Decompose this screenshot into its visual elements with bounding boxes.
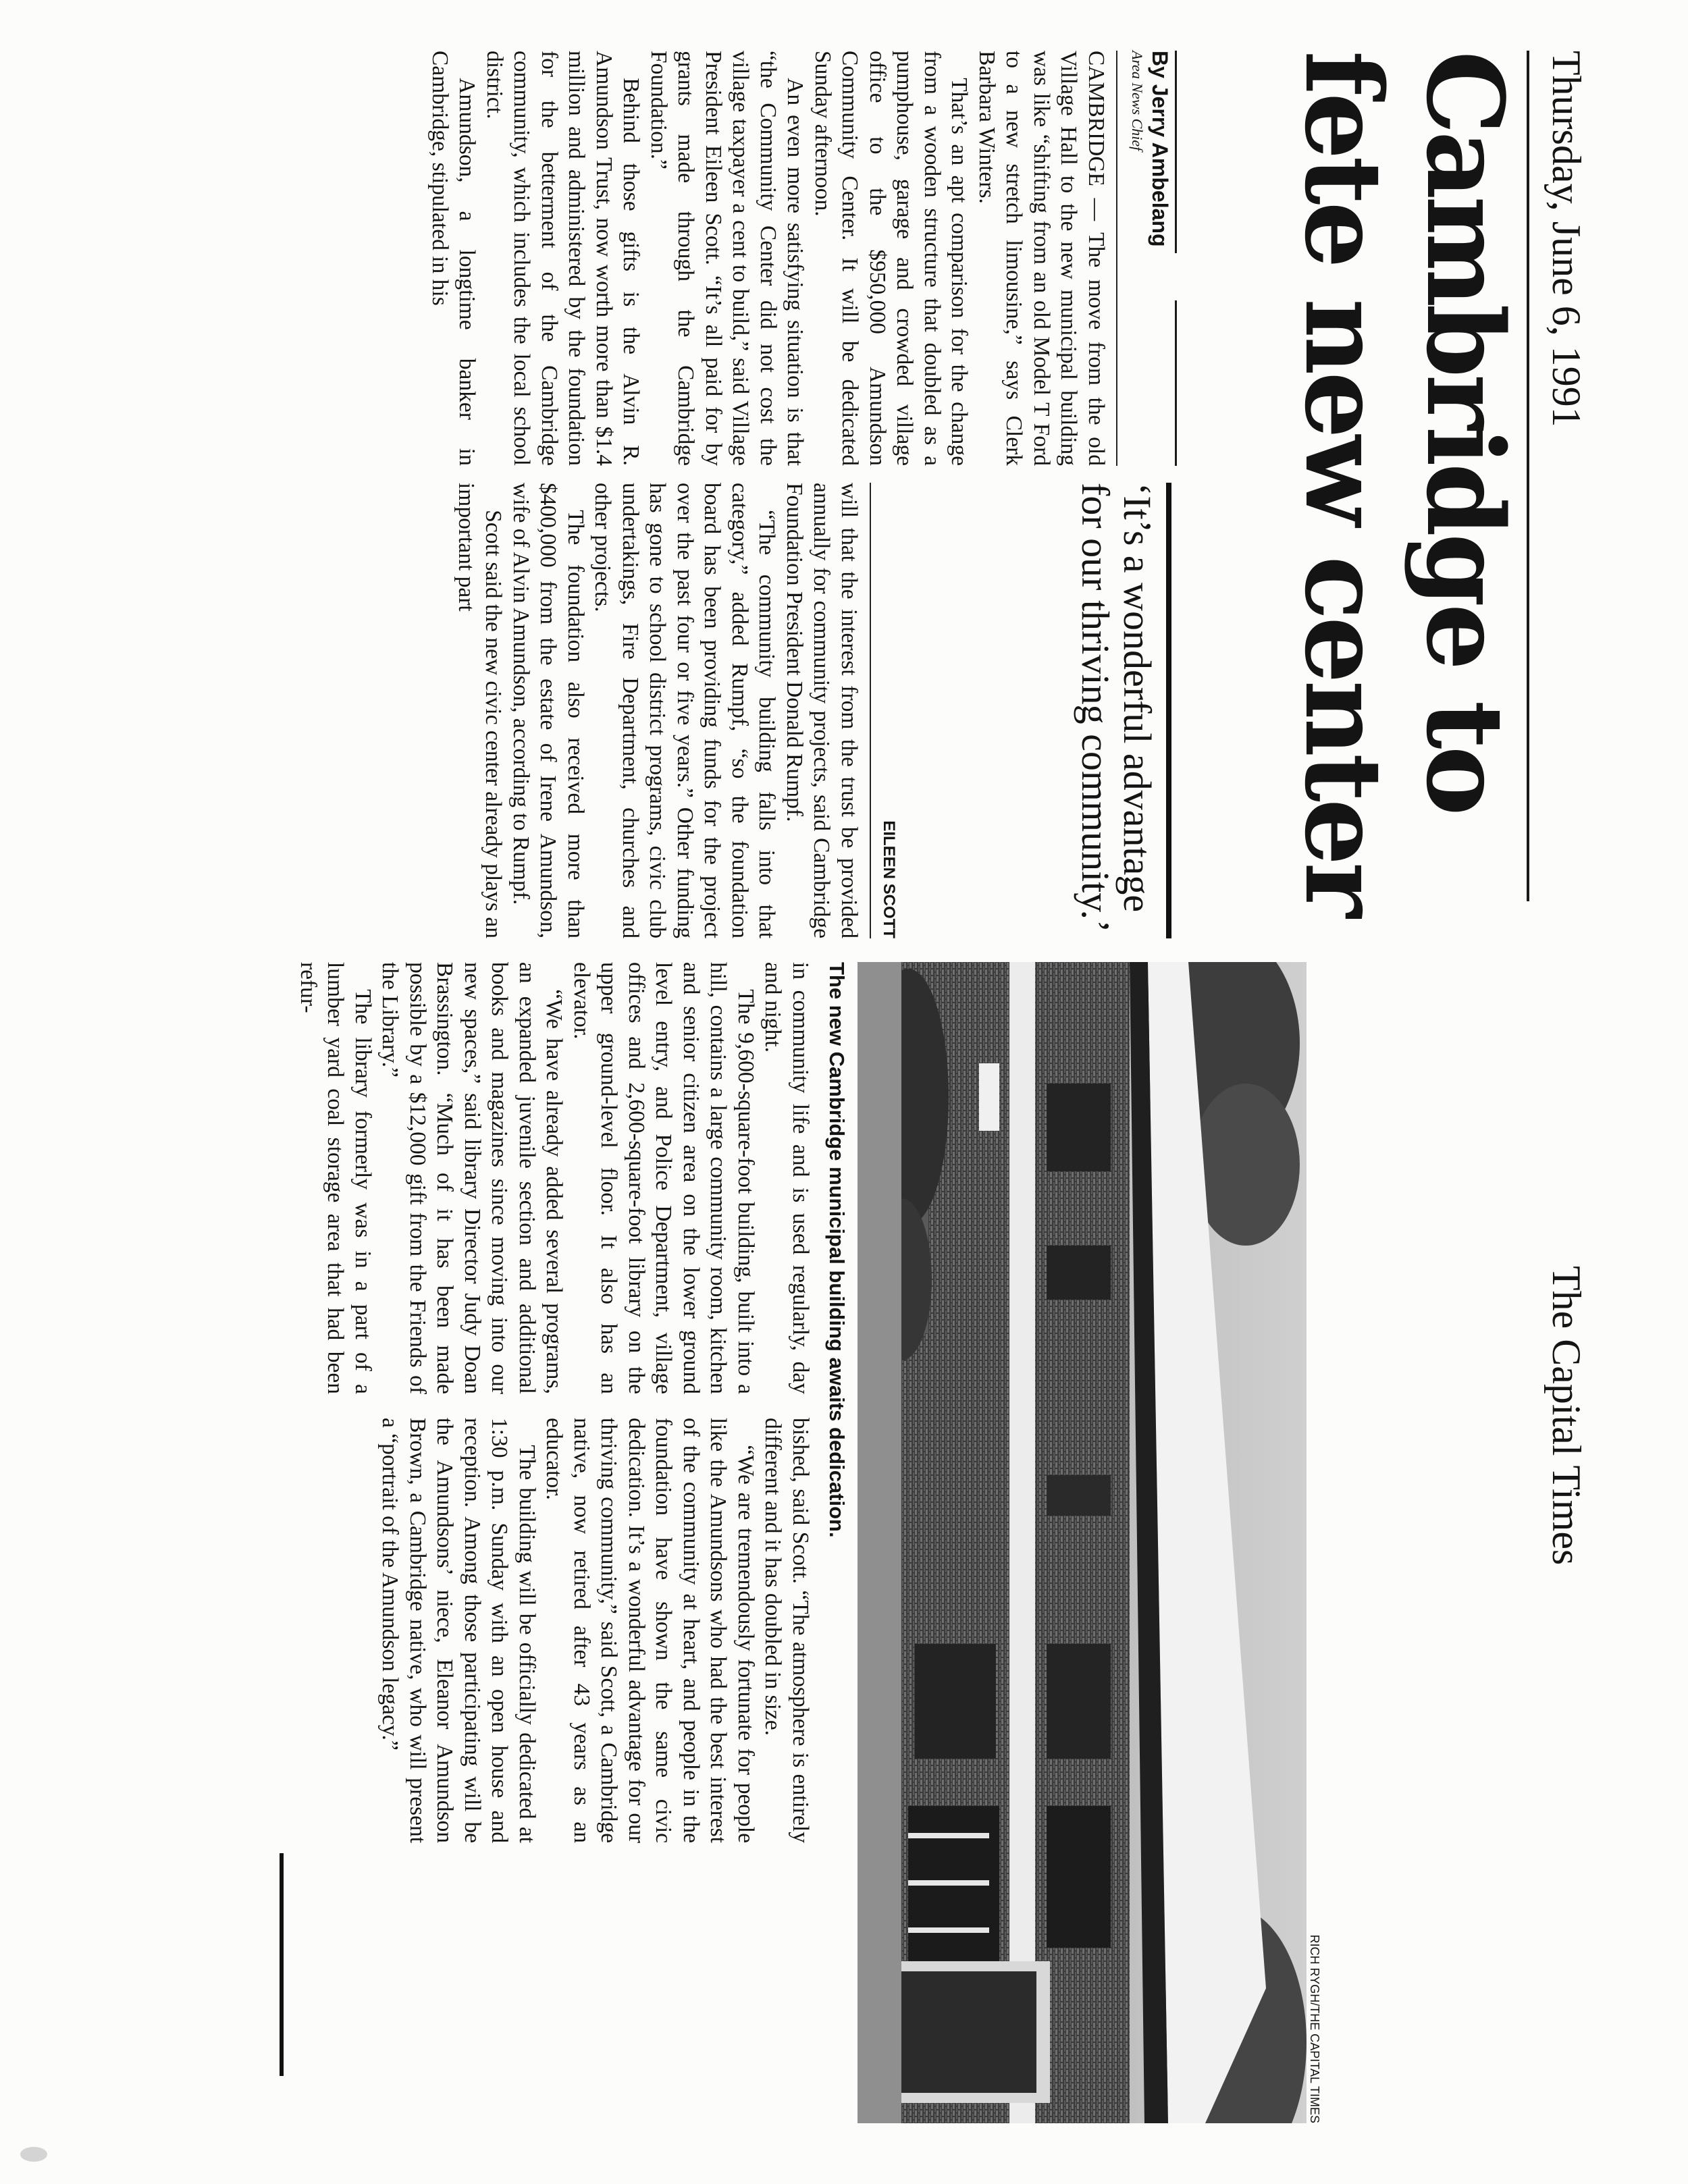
paragraph: bished, said Scott. “The atmosphere is entirely different and it has doubled in size.: [760, 1418, 813, 1843]
headline-line-1: Cambridge to: [1403, 51, 1527, 813]
article-column-2: [452, 483, 863, 938]
pull-quote: ‘It’s a wonderful advantage for our thriving community.’: [1074, 483, 1159, 933]
column-rule: [1116, 51, 1117, 466]
byline-rule: [1175, 51, 1177, 253]
paragraph: CAMBRIDGE — The move from the old Village Hall to the new municipal building was like “shifting from an old Model T Ford to a new stretch limousine,” says Clerk Barbara Winters.: [974, 51, 1109, 466]
paragraph: “We are tremendously fortunate for people like the Amundsons who had the best interest of the community at heart, and people in the foundation have shown the same civic dedication. It’s a wonderful advantage for our thriving community,” said Scott, a Cambridge native, now retired after 43 years as an educator.: [542, 1418, 758, 1843]
paragraph: That’s an apt comparison for the change from a wooden structure that doubled as a pumphouse, garage and crowded village office to the $950,000 Amundson Community Center. It will be dedicated Sunday afternoon.: [810, 51, 972, 466]
paragraph: Behind those gifts is the Alvin R. Amundson Trust, now worth more than $1.4 million and administered by the foundation for the betterment of the Cambridge community, which includes the local school district.: [482, 51, 644, 466]
photo-caption: The new Cambridge municipal building awaits dedication.: [825, 962, 849, 1538]
column-rule: [870, 483, 871, 938]
paragraph: The building will be officially dedicated at 1:30 p.m. Sunday with an open house and reception. Among those participating will be the Amundsons’ niece, Eleanor Amundson Brown, a Cambridge native, who will present a “portrait of the Amundson legacy.”: [377, 1418, 539, 1843]
article-column-4: [376, 1418, 814, 1843]
article-column-1: [426, 51, 1110, 466]
paragraph: in community life and is used regularly, day and night.: [760, 962, 813, 1394]
byline-title: Area News Chief: [1129, 51, 1146, 151]
dateline: Thursday, June 6, 1991: [1544, 51, 1589, 427]
paragraph: An even more satisfying situation is that “the Community Center did not cost the village taxpayer a cent to build,” said Village President Eileen Scott. “It’s all paid for by grants made through the Cambridge Foundation.”: [646, 51, 808, 466]
paragraph: Amundson, a longtime banker in Cambridge, stipulated in his: [427, 51, 480, 466]
paragraph: The foundation also received more than $400,000 from the estate of Irene Amundson, wife of Alvin Amundson, according to Rumpf.: [508, 483, 588, 938]
photo-credit: RICH RYGH/THE CAPITAL TIMES: [1308, 1934, 1321, 2123]
scan-artifact: [20, 2147, 47, 2162]
paragraph: Scott said the new civic center already plays an important part: [454, 483, 506, 938]
paragraph: “We have already added several programs, an expanded juvenile section and additional books and magazines since moving into our new spaces,” said library Director Judy Doan Brassington. “Much of it has been made possible by a $12,000 gift from the Friends of the Library.”: [377, 962, 567, 1394]
paragraph: The library formerly was in a part of a lumber yard coal storage area that had been refur-: [296, 962, 375, 1394]
pull-quote-rule: [1166, 483, 1171, 938]
article-column-3: [294, 962, 814, 1394]
paragraph: “The community building falls into that category,” added Rumpf, “so the foundation board has been providing funds for the project over the past four or five years.” Other funding has gone to school district programs, civic club undertakings, Fire Department, churches and other projects.: [590, 483, 780, 938]
headline-rule: [1527, 51, 1529, 901]
photo-illustration: [858, 962, 1307, 2123]
newspaper-clipping: [267, 30, 1590, 2143]
headline-line-2: fete new center: [1282, 51, 1405, 915]
newspaper-name: The Capital Times: [1544, 1266, 1589, 1566]
headline: [1282, 51, 1525, 915]
pull-quote-credit: EILEEN SCOTT: [880, 820, 898, 938]
byline-rule: [1175, 300, 1177, 466]
paragraph: will that the interest from the trust be provided annually for community projects, said Cambridge Foundation President Donald Rumpf.: [782, 483, 862, 938]
byline-author: By Jerry Ambelang: [1148, 51, 1172, 247]
paragraph: The 9,600-square-foot building, built into a hill, contains a large community room, kitchen and senior citizen area on the lower ground level entry, and Police Department, village offices and 2,600-square-foot library on the upper ground-level floor. It also has an elevator.: [569, 962, 758, 1394]
column-end-rule: [280, 1853, 284, 2076]
building-photo: [858, 962, 1307, 2123]
